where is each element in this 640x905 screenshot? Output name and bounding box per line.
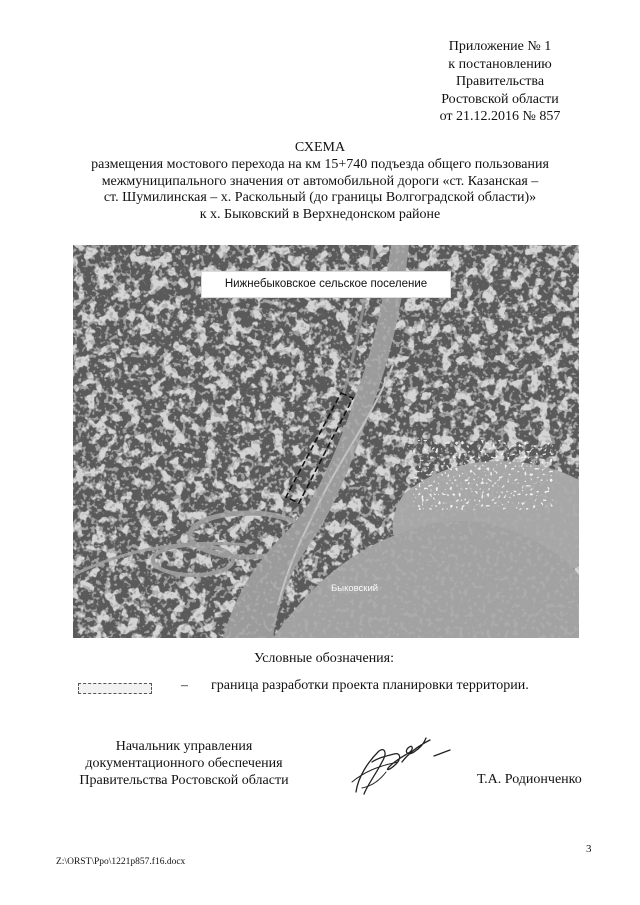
legend-item-text: граница разработки проекта планировки территории. (211, 678, 529, 693)
legend-dash: – (181, 678, 188, 693)
appendix-line: от 21.12.2016 № 857 (439, 109, 561, 124)
village-label: Быковский (331, 583, 379, 594)
handwritten-signature (338, 722, 458, 807)
appendix-line: Ростовской области (441, 91, 559, 107)
title-line: размещения мостового перехода на км 15+740 подъезда общего пользования (91, 156, 549, 172)
map-image (73, 245, 579, 638)
title-line: к х. Быковский в Верхнедонском районе (199, 207, 441, 223)
role-line: Начальник управления (115, 739, 253, 754)
file-path: Z:\ORST\Ppo\1221p857.f16.docx (56, 857, 186, 867)
appendix-line: Приложение № 1 (448, 39, 552, 54)
title-line: межмуниципального значения от автомобильной дороги «ст. Казанская – (101, 173, 539, 189)
appendix-line: Правительства (455, 74, 545, 89)
signatory-role (60, 738, 308, 789)
appendix-header (400, 38, 600, 126)
settlement-label: Нижнебыковское сельское поселение (201, 271, 451, 298)
satellite-map (73, 245, 579, 638)
role-line: документационного обеспечения (85, 756, 283, 771)
legend-boundary-symbol (78, 683, 152, 694)
document-title (60, 140, 580, 224)
title-heading: СХЕМА (294, 140, 346, 155)
signatory-name: Т.А. Родионченко (477, 772, 582, 787)
role-line: Правительства Ростовской области (79, 773, 289, 788)
page-number: 3 (586, 843, 592, 855)
appendix-line: к постановлению (448, 56, 552, 72)
title-line: ст. Шумилинская – х. Раскольный (до границы Волгоградской области)» (103, 190, 537, 206)
legend-title: Условные обозначения: (253, 651, 395, 666)
